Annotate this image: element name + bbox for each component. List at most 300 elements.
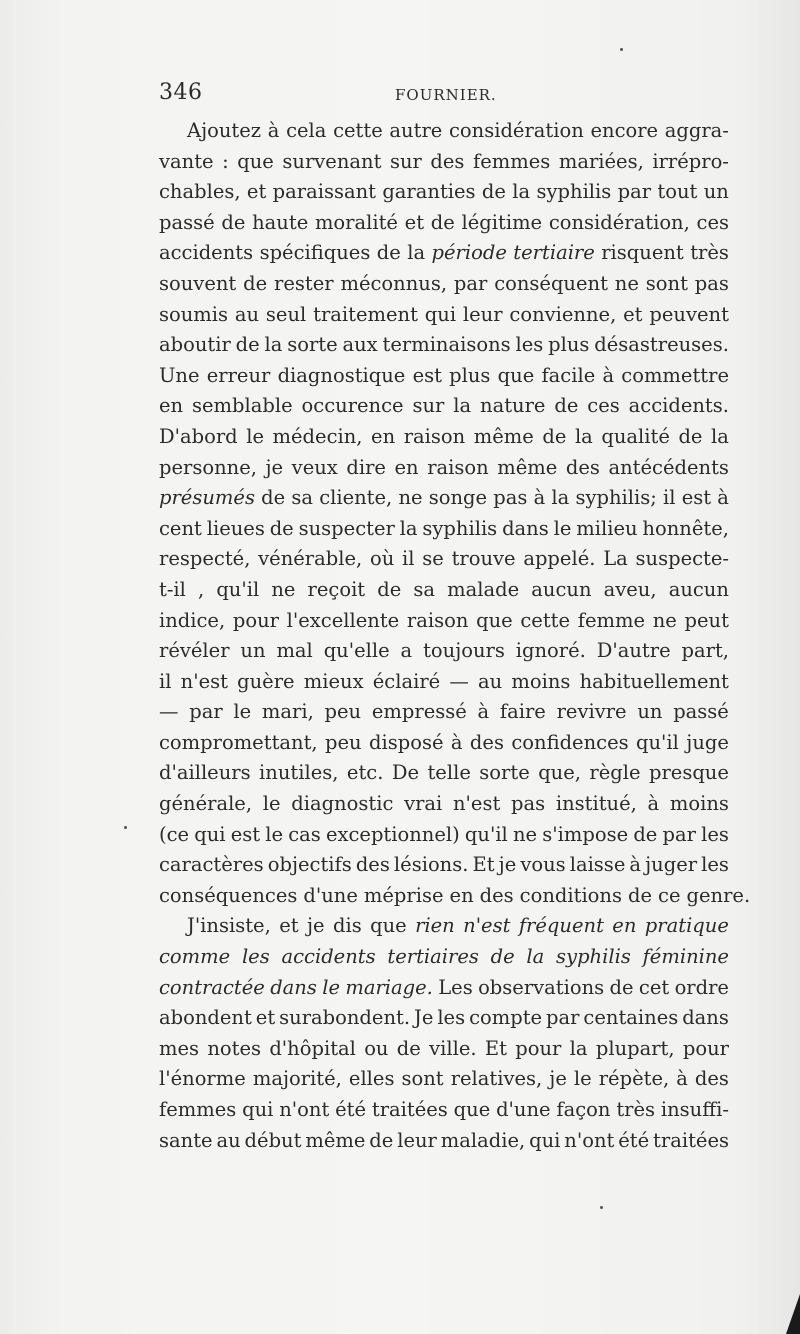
word: laisse (569, 853, 626, 877)
word: le (233, 700, 252, 724)
word: soumis (159, 302, 229, 326)
word: pas (493, 486, 528, 510)
word: au (234, 302, 260, 326)
word: empressé (371, 700, 467, 724)
word: féminine (642, 945, 729, 969)
word: les (701, 853, 729, 877)
word: passé (159, 210, 215, 234)
word: à (629, 853, 642, 877)
word: seul (265, 302, 307, 326)
word: ne (512, 822, 538, 846)
word: été (335, 1098, 367, 1121)
word: la (569, 1036, 588, 1060)
word: très (616, 1098, 656, 1121)
word: revivre (556, 700, 627, 724)
text-line (159, 942, 729, 973)
word: dis (332, 914, 362, 938)
word: méprise (363, 883, 444, 907)
word: même (305, 1128, 366, 1152)
word: leur (462, 302, 503, 326)
word: par (617, 180, 652, 204)
word: cet (638, 975, 670, 999)
word: d'ailleurs (159, 761, 251, 785)
word: par (662, 822, 696, 846)
word: vrai (404, 792, 443, 816)
word: toujours (423, 639, 505, 663)
word: à (647, 792, 660, 816)
word: faire (499, 700, 546, 724)
word: De (391, 761, 420, 785)
word: chables, (159, 180, 241, 204)
word: fréquent (518, 914, 604, 938)
word: , (198, 577, 205, 601)
word: accidents (159, 241, 254, 265)
word: été (618, 1128, 650, 1152)
word: les (515, 333, 544, 357)
word: aucun (668, 577, 729, 601)
word: même (497, 455, 558, 479)
page-number: 346 (159, 80, 203, 105)
word: que (370, 914, 407, 938)
text-line (159, 728, 729, 759)
word: peu (325, 730, 362, 754)
word: D'autre (596, 639, 671, 663)
word: femme (577, 608, 646, 632)
word: que (476, 608, 513, 632)
word: facile (541, 363, 596, 387)
body-text (159, 116, 751, 1156)
word: des (694, 1067, 729, 1091)
word: — (159, 700, 179, 724)
text-line (159, 330, 729, 361)
word: risquent (601, 241, 684, 265)
word: sorte (287, 333, 338, 357)
word: Je (414, 1006, 434, 1030)
word: la (512, 180, 531, 204)
word: Les (438, 975, 473, 999)
word: pas (694, 271, 729, 295)
word: juger (645, 853, 698, 877)
word: accidents. (628, 394, 729, 418)
word: sante (159, 1128, 213, 1152)
word: conditions (519, 883, 622, 907)
word: pour (515, 1036, 562, 1060)
text-line (159, 238, 729, 269)
text-line (159, 453, 729, 484)
word: n'est (180, 669, 228, 693)
word: mari, (261, 700, 314, 724)
word: en (394, 455, 419, 479)
text-line (159, 147, 729, 178)
word: que (237, 149, 274, 173)
word: rester (274, 271, 334, 295)
word: lieues (206, 516, 265, 540)
word: de (235, 333, 260, 357)
word: aboutir (159, 333, 231, 357)
word: plupart, (595, 1036, 675, 1060)
word: respecté, (159, 547, 251, 571)
word: par (546, 1006, 580, 1030)
word: insuffi- (660, 1098, 729, 1121)
word: vante (159, 149, 214, 173)
word: il (402, 547, 415, 571)
word: peut (684, 608, 729, 632)
word: habituellement (579, 669, 729, 693)
word: mieux (303, 669, 364, 693)
word: ou (364, 1036, 389, 1060)
word: raison (403, 424, 466, 448)
word: plus (548, 333, 590, 357)
word: les (701, 822, 729, 846)
word: Et (484, 1036, 507, 1060)
word: telle (427, 761, 471, 785)
word: part, (681, 639, 729, 663)
word: dans (270, 975, 317, 999)
word: diagnostique (277, 363, 406, 387)
text-line (159, 911, 729, 942)
word: la (407, 241, 426, 265)
word: conséquent (494, 271, 608, 295)
word: sorte (479, 761, 530, 785)
word: de (554, 394, 579, 418)
word: etc. (346, 761, 384, 785)
text-line (159, 1003, 729, 1034)
word: de (396, 1036, 421, 1060)
word: ne (614, 271, 639, 295)
text-line (159, 300, 729, 331)
word: cent (159, 516, 202, 540)
word: se (422, 547, 444, 571)
word: la (574, 424, 593, 448)
word: institué, (555, 792, 637, 816)
word: spécifiques (259, 241, 371, 265)
word: vous (520, 853, 566, 877)
word: en (159, 394, 184, 418)
word: moins (669, 792, 729, 816)
word: terminaisons (382, 333, 511, 357)
word: d'hôpital (269, 1036, 356, 1060)
text-line (159, 575, 729, 606)
paper-speck (620, 48, 623, 51)
word: à (477, 700, 490, 724)
word: mariées, (558, 149, 644, 173)
word: femmes (159, 1098, 237, 1121)
word: considération (448, 119, 584, 142)
text-line (159, 361, 729, 392)
paper-speck (124, 826, 127, 829)
word: de (261, 486, 286, 510)
word: qu'il (216, 577, 260, 601)
word: aveu, (603, 577, 657, 601)
text-line (159, 850, 729, 881)
word: aggra- (664, 119, 729, 142)
text-line (159, 116, 729, 147)
word: syphilis (556, 945, 631, 969)
word: surabondent. (279, 1006, 411, 1030)
word: erreur (206, 363, 271, 387)
word: est (230, 822, 261, 846)
word: les (437, 1006, 466, 1030)
word: je (306, 914, 325, 938)
word: elles (348, 1067, 395, 1091)
word: diagnostic (291, 792, 394, 816)
word: la (526, 945, 545, 969)
word: ignoré. (515, 639, 586, 663)
word: que, (538, 761, 581, 785)
word: de (269, 516, 294, 540)
word: il (159, 669, 172, 693)
word: suspecte- (635, 547, 729, 571)
word: plus (449, 363, 491, 387)
word: veux (291, 455, 338, 479)
word: sont (645, 271, 688, 295)
word: compte (469, 1006, 543, 1030)
word: je (498, 853, 517, 877)
word: de (633, 822, 658, 846)
word: les (241, 945, 270, 969)
word: façon (556, 1098, 611, 1121)
word: de (430, 210, 455, 234)
word: Une (159, 363, 200, 387)
word: commettre (621, 363, 729, 387)
word: je (265, 455, 284, 479)
text-line (159, 1064, 729, 1095)
text-line (159, 483, 729, 514)
word: suspecter (298, 516, 395, 540)
word: syphilis; (575, 486, 657, 510)
word: des (565, 455, 600, 479)
word: souvent (159, 271, 237, 295)
word: irrépro- (652, 149, 729, 173)
word: conséquences (159, 883, 298, 907)
word: moins (511, 669, 571, 693)
word: aucun (531, 577, 592, 601)
word: à (602, 363, 615, 387)
word: Ajoutez (187, 119, 262, 142)
word: est (412, 363, 442, 387)
word: règle (589, 761, 641, 785)
word: considération, (548, 210, 690, 234)
word: mal (276, 639, 313, 663)
word: je (549, 1067, 567, 1091)
word: qui (242, 1098, 274, 1121)
word: ce (658, 883, 681, 907)
word: sur (412, 394, 445, 418)
word: personne, (159, 455, 257, 479)
word: des (355, 853, 390, 877)
word: désastreuses. (594, 333, 729, 357)
word: cela (286, 119, 327, 142)
word: médecin, (272, 424, 363, 448)
text-line (159, 514, 729, 545)
word: en (449, 883, 474, 907)
word: au (478, 669, 503, 693)
word: cette (333, 119, 383, 142)
word: de (376, 241, 401, 265)
word: ordre (674, 975, 729, 999)
word: la (551, 486, 570, 510)
word: qu'il (464, 822, 508, 846)
word: le (246, 424, 264, 448)
text-line (159, 881, 751, 912)
word: période (431, 241, 507, 265)
word: tertiaire (513, 241, 595, 265)
word: caractères (159, 853, 264, 877)
word: est (681, 486, 712, 510)
text-line (159, 667, 729, 698)
word: cas (288, 822, 321, 846)
word: malade (447, 577, 520, 601)
word: le (553, 516, 572, 540)
word: qui (194, 822, 226, 846)
text-line (159, 606, 729, 637)
word: de (377, 577, 402, 601)
text-line (159, 1034, 729, 1065)
word: la (453, 394, 472, 418)
word: et (246, 180, 267, 204)
word: que (497, 363, 535, 387)
word: qu'elle (323, 639, 390, 663)
word: il (663, 486, 676, 510)
word: de (678, 424, 703, 448)
word: de (243, 271, 268, 295)
word: mes (159, 1036, 200, 1060)
word: maladie, (440, 1128, 526, 1152)
word: le (265, 822, 284, 846)
word: nature (480, 394, 546, 418)
word: révéler (159, 639, 230, 663)
word: de (369, 1128, 394, 1152)
word: de (490, 945, 515, 969)
word: centaines (583, 1006, 679, 1030)
word: observations (478, 975, 605, 999)
word: semblable (192, 394, 293, 418)
text-line (159, 422, 729, 453)
word: légitime (461, 210, 543, 234)
word: sa (291, 486, 313, 510)
word: la (399, 516, 418, 540)
word: de (221, 210, 246, 234)
word: syphilis (422, 516, 498, 540)
word: début (244, 1128, 302, 1152)
word: la (711, 424, 729, 448)
word: garanties (382, 180, 476, 204)
text-line (159, 391, 729, 422)
word: méconnus, (340, 271, 448, 295)
word: à (450, 730, 463, 754)
word: confidences (511, 730, 629, 754)
text-line (159, 636, 729, 667)
word: présumés (159, 486, 255, 510)
word: exceptionnel) (325, 822, 460, 846)
word: comme (159, 945, 231, 969)
word: (ce (159, 822, 190, 846)
word: sur (389, 149, 422, 173)
paper-speck (600, 1206, 603, 1209)
word: genre. (686, 883, 751, 907)
word: au (216, 1128, 241, 1152)
text-line (159, 177, 729, 208)
word: qualité (601, 424, 670, 448)
word: songe (428, 486, 488, 510)
word: même (473, 424, 534, 448)
word: éclairé (372, 669, 441, 693)
word: La (603, 547, 628, 571)
word: haute (252, 210, 309, 234)
word: survenant (282, 149, 382, 173)
text-line (159, 973, 729, 1004)
word: mariage. (345, 975, 433, 999)
word: à (676, 1067, 688, 1091)
word: pour (682, 1036, 729, 1060)
word: en (612, 914, 637, 938)
word: indice, (159, 608, 226, 632)
word: et (404, 210, 425, 234)
word: D'abord (159, 424, 238, 448)
word: le (573, 1067, 592, 1091)
word: de (628, 883, 653, 907)
word: convienne, (509, 302, 617, 326)
word: et (279, 914, 299, 938)
word: presque (648, 761, 729, 785)
word: traitement (313, 302, 418, 326)
text-line (159, 789, 729, 820)
word: des (479, 883, 514, 907)
word: pas (511, 792, 546, 816)
word: paraissant (272, 180, 376, 204)
word: milieu (576, 516, 638, 540)
word: d'une (496, 1098, 551, 1121)
word: la (264, 333, 283, 357)
word: tertiaires (387, 945, 479, 969)
word: et (255, 1006, 276, 1030)
word: à (717, 486, 729, 510)
word: vénérable, (258, 547, 363, 571)
word: inutiles, (259, 761, 339, 785)
word: encore (590, 119, 659, 142)
word: cette (520, 608, 571, 632)
word: Et (472, 853, 495, 877)
word: et (623, 302, 643, 326)
word: le (262, 792, 281, 816)
word: ne (398, 486, 423, 510)
word: l'énorme (159, 1067, 246, 1091)
page-corner-mark (786, 1294, 800, 1334)
word: ces (587, 394, 620, 418)
word: à (533, 486, 546, 510)
word: honnête, (642, 516, 729, 540)
text-line (159, 820, 729, 851)
text-line (159, 1095, 729, 1126)
running-head: FOURNIER. (395, 86, 497, 104)
word: rien (415, 914, 455, 938)
word: sa (413, 577, 436, 601)
word: majorité, (252, 1067, 342, 1091)
word: ne (652, 608, 677, 632)
word: pratique (644, 914, 729, 938)
word: qu'il (636, 730, 679, 754)
word: pour (232, 608, 279, 632)
word: ville. (429, 1036, 477, 1060)
word: d'une (303, 883, 358, 907)
word: le (322, 975, 340, 999)
word: trouve (451, 547, 516, 571)
text-line (159, 697, 729, 728)
word: l'excellente (286, 608, 400, 632)
word: notes (207, 1036, 262, 1060)
word: a (400, 639, 413, 663)
word: de (481, 180, 506, 204)
